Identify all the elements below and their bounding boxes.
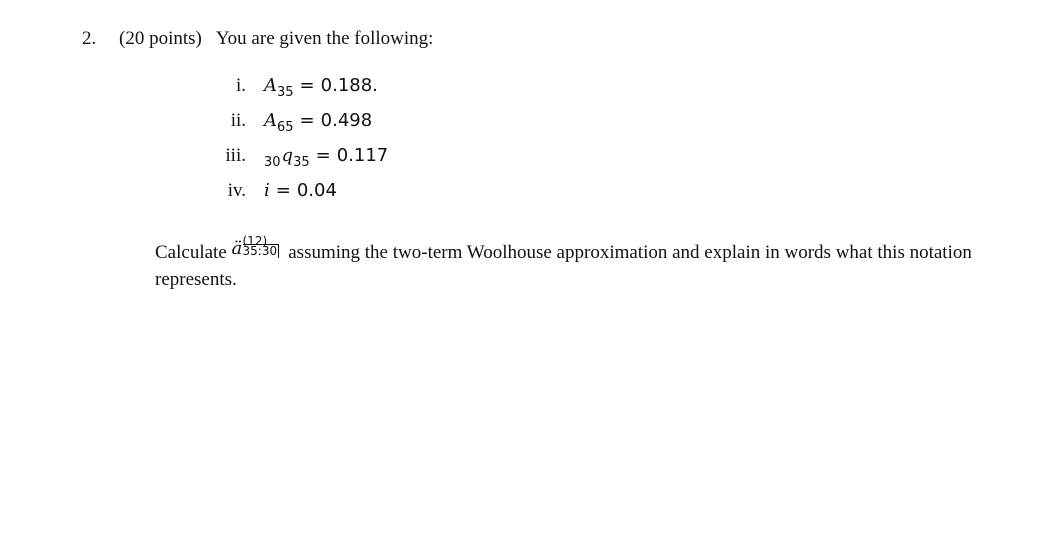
math-equals: =	[299, 110, 315, 131]
math-value: 0.188.	[320, 75, 378, 96]
math-subscript: 65	[277, 120, 294, 135]
given-item-label: iv.	[227, 180, 246, 201]
question-header	[82, 28, 433, 50]
calculate-lead: Calculate	[155, 242, 227, 263]
math-symbol: A	[264, 75, 277, 96]
math-equals: =	[299, 75, 315, 96]
math-value: 0.04	[296, 180, 337, 201]
given-item-label: i.	[235, 75, 246, 96]
math-equals: =	[275, 180, 291, 201]
math-subscript: 35	[293, 155, 310, 170]
given-item-expression	[264, 75, 378, 100]
math-symbol: q	[281, 145, 294, 166]
given-item-expression	[264, 110, 373, 135]
calculate-instruction	[155, 234, 1025, 293]
question-prompt: You are given the following:	[215, 28, 434, 49]
given-item-expression	[264, 145, 389, 170]
annuity-notation	[231, 234, 284, 259]
annuity-symbol: ä	[231, 238, 243, 259]
question-points: (20 points)	[119, 28, 202, 49]
question-number: 2.	[82, 28, 97, 49]
calculate-rest: assuming the two-term Woolhouse approximation and explain in words what this notation represents.	[155, 242, 972, 290]
math-value: 0.117	[336, 145, 389, 166]
annuity-subscript: 35:30	[242, 244, 278, 258]
math-symbol: A	[264, 110, 277, 131]
math-symbol: i	[264, 180, 270, 201]
math-subscript: 35	[277, 85, 294, 100]
math-equals: =	[315, 145, 331, 166]
given-item-label: iii.	[225, 145, 246, 166]
given-item-label: ii.	[230, 110, 246, 131]
annuity-superscript: (12)	[242, 234, 268, 248]
math-presubscript: 30	[264, 155, 281, 170]
given-item-expression	[264, 180, 337, 202]
math-value: 0.498	[320, 110, 373, 131]
